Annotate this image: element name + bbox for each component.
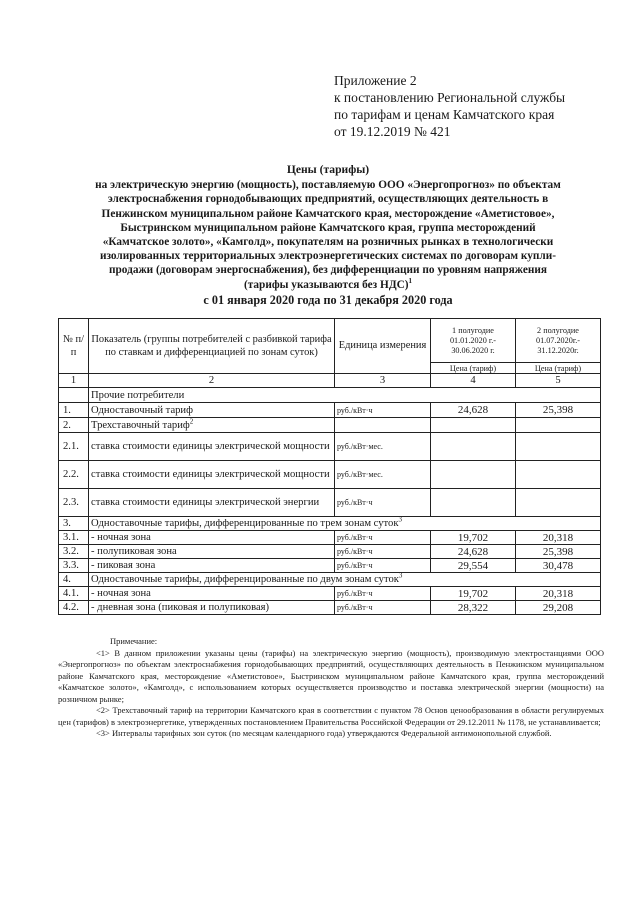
row-value-h1 xyxy=(431,433,516,461)
row-name: - дневная зона (пиковая и полупиковая) xyxy=(89,601,335,615)
header-indicator: Показатель (группы потребителей с разбивкой тарифа по ставкам и дифференциацией по зонам суток) xyxy=(89,319,335,374)
row-value-h2: 29,208 xyxy=(516,601,601,615)
title-main: Цены (тарифы) xyxy=(286,163,370,176)
header-unit: Единица измерения xyxy=(335,319,431,374)
row-value-h1 xyxy=(431,489,516,517)
header-period-1: 1 полугодие 01.01.2020 г.- 30.06.2020 г. xyxy=(431,319,516,363)
row-value-h1: 19,702 xyxy=(431,531,516,545)
row-name: - ночная зона xyxy=(89,531,335,545)
note-item: <3> Интервалы тарифных зон суток (по месяцам календарного года) утверждаются Федеральной антимонопольной службой. xyxy=(96,728,552,738)
row-num: 3.1. xyxy=(59,531,89,545)
index-cell: 5 xyxy=(516,374,601,388)
table-row xyxy=(59,461,601,489)
row-value-h2: 30,478 xyxy=(516,559,601,573)
row-unit: руб./кВт·мес. xyxy=(335,461,431,489)
row-value-h2 xyxy=(516,433,601,461)
row-value-h2: 20,318 xyxy=(516,587,601,601)
row-name: - ночная зона xyxy=(89,587,335,601)
row-value-h1: 24,628 xyxy=(431,403,516,418)
group-num-cell xyxy=(59,388,89,403)
row-value-h1 xyxy=(431,461,516,489)
row-num: 3.2. xyxy=(59,545,89,559)
row-name: ставка стоимости единицы электрической мощности xyxy=(89,433,335,461)
title-line: продажи (договорам энергоснабжения), без дифференциации по уровням напряжения xyxy=(109,264,547,277)
table-row xyxy=(59,559,601,573)
row-unit: руб./кВт·ч xyxy=(335,545,431,559)
group-label: Прочие потребители xyxy=(89,388,601,403)
title-period: с 01 января 2020 года по 31 декабря 2020 года xyxy=(203,292,453,307)
index-cell: 4 xyxy=(431,374,516,388)
row-name: Трехставочный тариф$^2$ xyxy=(89,418,335,433)
row-num: 4.2. xyxy=(59,601,89,615)
title-line: на электрическую энергию (мощность), поставляемую ООО «Энергопрогноз» по объектам xyxy=(95,179,561,192)
appendix-line: от 19.12.2019 № 421 xyxy=(334,124,451,139)
row-unit: руб./кВт·ч xyxy=(335,559,431,573)
table-row xyxy=(59,601,601,615)
row-name: - пиковая зона xyxy=(89,559,335,573)
table-group-row xyxy=(59,388,601,403)
title-vat-line: (тарифы указываются без НДС)$^1$ xyxy=(243,276,413,291)
row-value-h2: 25,398 xyxy=(516,545,601,559)
appendix-reference xyxy=(334,72,565,140)
appendix-line: по тарифам и ценам Камчатского края xyxy=(334,107,555,122)
title-line: «Камчатское золото», «Камголд», покупателям на розничных рынках в технологически xyxy=(102,236,554,249)
row-value-h1: 29,554 xyxy=(431,559,516,573)
table-row xyxy=(59,418,601,433)
row-value-h2: 25,398 xyxy=(516,403,601,418)
index-cell: 2 xyxy=(89,374,335,388)
row-unit: руб./кВт·ч xyxy=(335,601,431,615)
row-name: Одноставочные тарифы, дифференцированные по двум зонам суток$^3$ xyxy=(89,573,601,587)
header-price-2: Цена (тариф) xyxy=(516,363,601,374)
table-header-row xyxy=(59,319,601,363)
notes-section xyxy=(58,636,604,740)
row-unit: руб./кВт·ч xyxy=(335,403,431,418)
title-line: Пенжинском муниципальном районе Камчатского края, месторождение «Аметистовое», xyxy=(101,207,555,220)
table-row xyxy=(59,403,601,418)
document-title xyxy=(78,163,578,307)
row-num: 2. xyxy=(59,418,89,433)
row-num: 2.3. xyxy=(59,489,89,517)
row-value-h2 xyxy=(516,461,601,489)
row-name: - полупиковая зона xyxy=(89,545,335,559)
notes-heading: Примечание: xyxy=(110,636,158,646)
row-name: ставка стоимости единицы электрической энергии xyxy=(89,489,335,517)
table-row xyxy=(59,517,601,531)
table-row xyxy=(59,531,601,545)
row-unit: руб./кВт·ч xyxy=(335,489,431,517)
row-value-h1: 28,322 xyxy=(431,601,516,615)
row-unit: руб./кВт·мес. xyxy=(335,433,431,461)
title-line: изолированных территориальных электроэнергетических системах по договорам купли- xyxy=(99,250,557,263)
row-value-h2 xyxy=(516,418,601,433)
row-num: 2.1. xyxy=(59,433,89,461)
row-name: Одноставочные тарифы, дифференцированные по трем зонам суток$^3$ xyxy=(89,517,601,531)
row-name: ставка стоимости единицы электрической мощности xyxy=(89,461,335,489)
title-line: Быстринском муниципальном районе Камчатского края, группа месторождений xyxy=(120,221,536,234)
appendix-line: к постановлению Региональной службы xyxy=(334,90,566,105)
row-num: 1. xyxy=(59,403,89,418)
row-num: 3. xyxy=(59,517,89,531)
index-cell: 1 xyxy=(59,374,89,388)
index-cell: 3 xyxy=(335,374,431,388)
row-value-h2 xyxy=(516,489,601,517)
table-index-row xyxy=(59,374,601,388)
row-num: 4. xyxy=(59,573,89,587)
appendix-line: Приложение 2 xyxy=(334,73,417,88)
row-name: Одноставочный тариф xyxy=(89,403,335,418)
row-unit: руб./кВт·ч xyxy=(335,587,431,601)
row-num: 4.1. xyxy=(59,587,89,601)
table-row xyxy=(59,587,601,601)
header-price-1: Цена (тариф) xyxy=(431,363,516,374)
table-row xyxy=(59,489,601,517)
table-row xyxy=(59,433,601,461)
header-period-2: 2 полугодие 01.07.2020г.- 31.12.2020г. xyxy=(516,319,601,363)
row-unit: руб./кВт·ч xyxy=(335,531,431,545)
row-value-h2: 20,318 xyxy=(516,531,601,545)
title-line: электроснабжения горнодобывающих предприятий, осуществляющих деятельность в xyxy=(107,193,549,206)
header-num: № п/п xyxy=(59,319,89,374)
row-unit xyxy=(335,418,431,433)
row-num: 3.3. xyxy=(59,559,89,573)
note-item: <1> В данном приложении указаны цены (тарифы) на электрическую энергию (мощность), производимую электростанциями ООО «Энергопрогноз» по объектам электроснабжения горнодобывающих предприятий, осуществляющих деятельность в Пенжинском муниципальном районе Камчатского края, месторождение «Аметистовое», Быстринском муниципальном районе Камчатского края, группа месторождений «Камчатское золото», «Камголд», с использованием которых осуществляется производство и поставка электрической энергии (мощности) на розничном рынке; xyxy=(58,647,604,704)
row-value-h1 xyxy=(431,418,516,433)
table-row xyxy=(59,545,601,559)
row-value-h1: 19,702 xyxy=(431,587,516,601)
row-num: 2.2. xyxy=(59,461,89,489)
tariff-table xyxy=(58,318,601,615)
table-row xyxy=(59,573,601,587)
row-value-h1: 24,628 xyxy=(431,545,516,559)
note-item: <2> Трехставочный тариф на территории Камчатского края в соответствии с пунктом 78 Основ ценообразования в области регулируемых цен (тарифов) в электроэнергетике, утвержденных постановлением Правительства Российской Федерации от 29.12.2011 № 1178, не устанавливается; xyxy=(58,705,604,727)
